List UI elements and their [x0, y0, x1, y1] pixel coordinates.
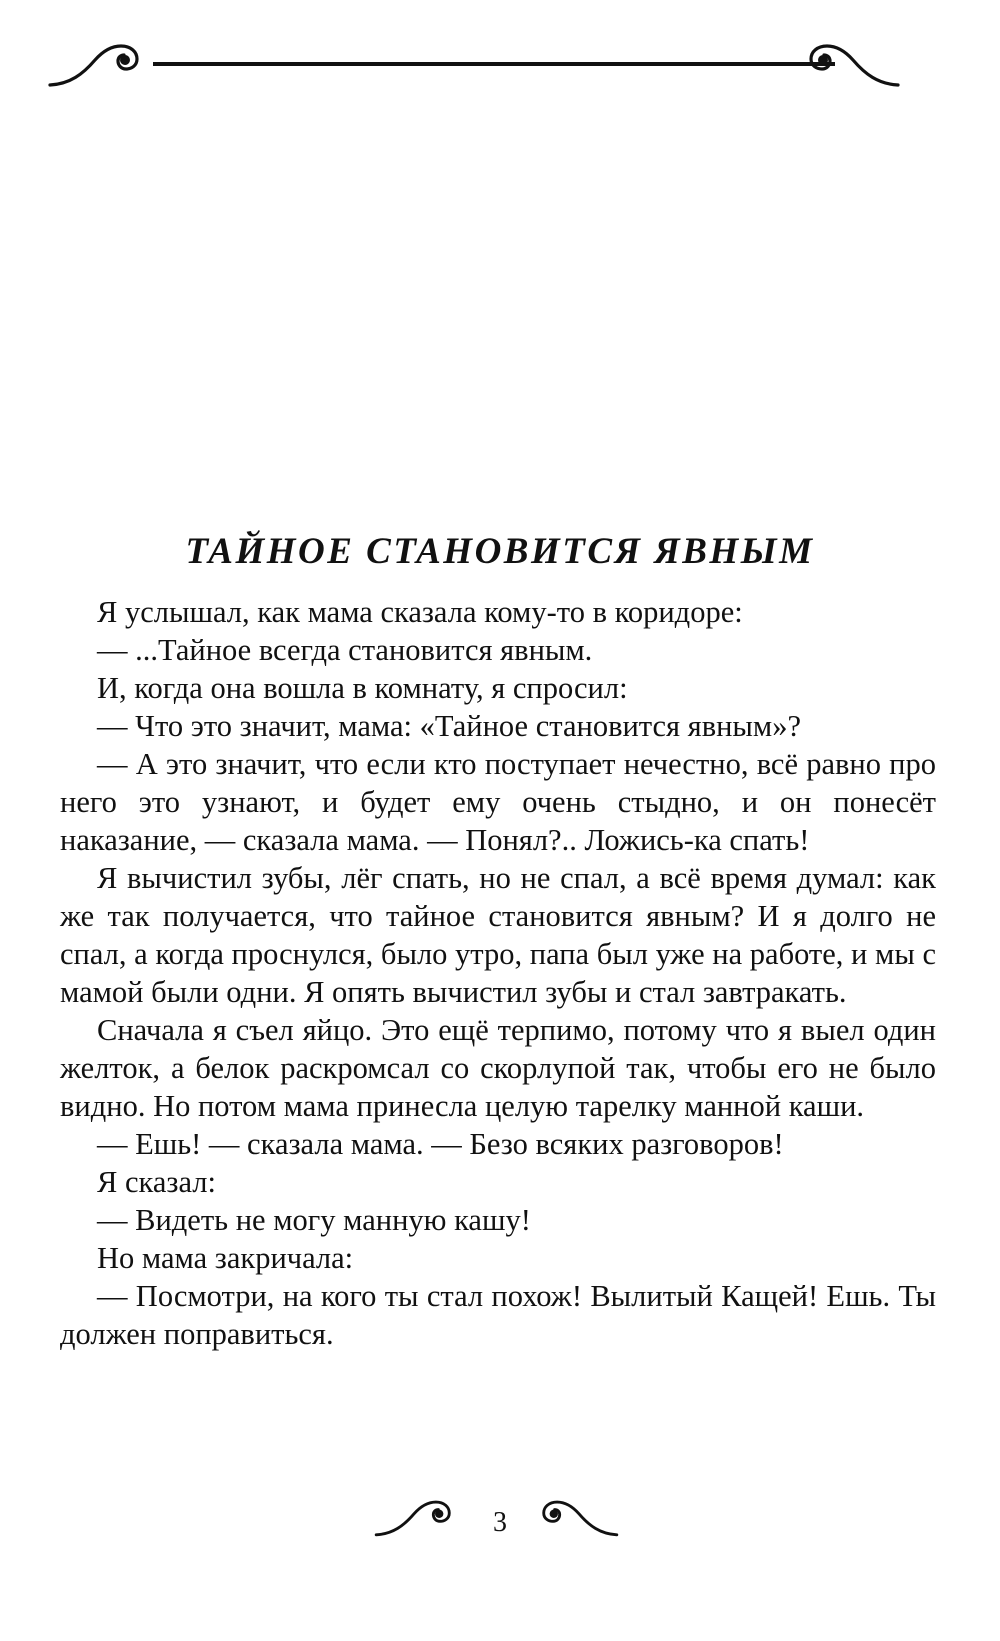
paragraph: Я вычистил зубы, лёг спать, но не спал, а всё время думал: как же так получается, что тайное становится явным? И я долго не спал, а когда проснулся, было утро, папа был уже на работе, и мы с мамой были одни. Я опять вычистил зубы и стал завтракать.	[60, 861, 936, 1009]
paragraph: Я сказал:	[97, 1165, 216, 1199]
flourish-right-icon	[535, 1497, 623, 1539]
paragraph: Но мама закричала:	[97, 1241, 354, 1275]
flourish-right-icon	[803, 40, 903, 90]
story-title: ТАЙНОЕ СТАНОВИТСЯ ЯВНЫМ	[185, 531, 815, 572]
header-rule	[153, 62, 835, 66]
paragraph: — Ешь! — сказала мама. — Безо всяких разговоров!	[97, 1127, 784, 1161]
flourish-left-icon	[45, 40, 145, 90]
paragraph: — ...Тайное всегда становится явным.	[97, 633, 593, 667]
paragraph: — Видеть не могу манную кашу!	[97, 1203, 531, 1237]
paragraph: — А это значит, что если кто поступает нечестно, всё равно про него это узнают, и будет ему очень стыдно, и он понесёт наказание, — сказала мама. — Понял?.. Ложись-ка спать!	[60, 747, 936, 857]
paragraph: Я услышал, как мама сказала кому-то в коридоре:	[97, 595, 743, 629]
paragraph: Сначала я съел яйцо. Это ещё терпимо, потому что я выел один желток, а белок раскромсал со скорлупой так, чтобы его не было видно. Но потом мама принесла целую тарелку манной каши.	[60, 1013, 936, 1123]
page-number: 3	[493, 1507, 507, 1538]
story-body	[60, 593, 936, 1353]
paragraph: — Что это значит, мама: «Тайное становится явным»?	[97, 709, 802, 743]
paragraph: И, когда она вошла в комнату, я спросил:	[97, 671, 628, 705]
flourish-left-icon	[370, 1497, 458, 1539]
paragraph: — Посмотри, на кого ты стал похож! Вылитый Кащей! Ешь. Ты должен поправиться.	[60, 1279, 936, 1351]
